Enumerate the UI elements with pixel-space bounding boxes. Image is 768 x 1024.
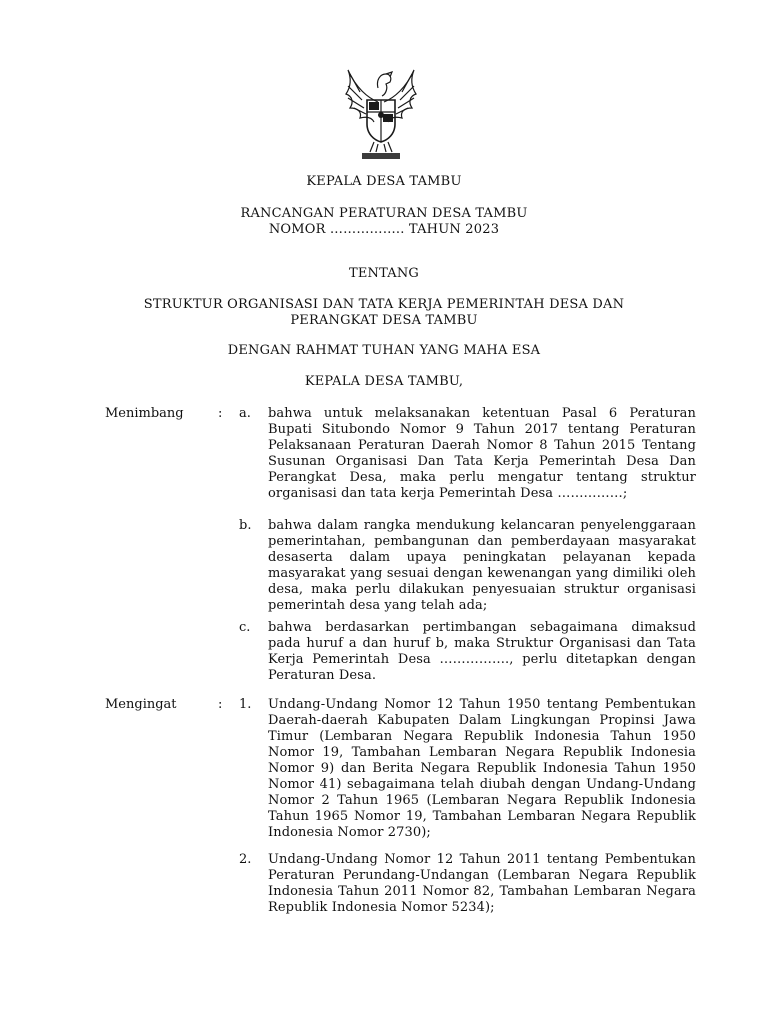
mengingat-colon: : xyxy=(218,697,223,712)
list-item-text: Undang-Undang Nomor 12 Tahun 2011 tentang Pembentukan Peraturan Perundang-Undangan (Lembaran Negara Republik Indonesia Tahun 2011 Nomor 82, Tambahan Lembaran Negara Republik Indonesia Nomor 5234); xyxy=(268,852,696,915)
subject-line-1: STRUKTUR ORGANISASI DAN TATA KERJA PEMERINTAH DESA DAN xyxy=(143,297,625,312)
list-item-marker: b. xyxy=(239,518,252,533)
list-item-marker: 2. xyxy=(239,852,252,867)
issuer-heading: KEPALA DESA TAMBU xyxy=(306,174,462,189)
list-item-text: bahwa untuk melaksanakan ketentuan Pasal 6 Peraturan Bupati Situbondo Nomor 9 Tahun 2017 tentang Peraturan Pelaksanaan Peraturan Daerah Nomor 8 Tahun 2015 Tentang Susunan Organisasi Dan Tata Kerja Pemerintah Desa Dan Perangkat Desa, maka perlu mengatur tentang struktur organisasi dan tata kerja Pemerintah Desa ……………; xyxy=(268,406,696,501)
subject-line-2: PERANGKAT DESA TAMBU xyxy=(290,313,478,328)
document-number: NOMOR …………….. TAHUN 2023 xyxy=(268,222,500,237)
list-item-marker: 1. xyxy=(239,697,252,712)
list-item-text: bahwa dalam rangka mendukung kelancaran penyelenggaraan pemerintahan, pembangunan dan pemberdayaan masyarakat desaserta dalam upaya peningkatan pelayanan kepada masyarakat yang sesuai dengan kewenangan yang dimiliki oleh desa, maka perlu dilakukan penyesuaian struktur organisasi pemerintah desa yang telah ada; xyxy=(268,518,696,613)
menimbang-label: Menimbang xyxy=(105,406,184,421)
list-item-text: Undang-Undang Nomor 12 Tahun 1950 tentang Pembentukan Daerah-daerah Kabupaten Dalam Lingkungan Propinsi Jawa Timur (Lembaran Negara Republik Indonesia Tahun 1950 Nomor 19, Tambahan Lembaran Negara Republik Indonesia Nomor 9) dan Berita Negara Republik Indonesia Tahun 1950 Nomor 41) sebagaimana telah diubah dengan Undang-Undang Nomor 2 Tahun 1965 (Lembaran Negara Republik Indonesia Tahun 1965 Nomor 19, Tambahan Lembaran Negara Republik Indonesia Nomor 2730); xyxy=(268,697,696,840)
list-item-marker: a. xyxy=(239,406,251,421)
document-title: RANCANGAN PERATURAN DESA TAMBU xyxy=(240,206,528,221)
garuda-emblem-icon xyxy=(338,58,424,164)
mengingat-label: Mengingat xyxy=(105,697,177,712)
list-item-marker: c. xyxy=(239,620,251,635)
blessing-heading: DENGAN RAHMAT TUHAN YANG MAHA ESA xyxy=(227,343,541,358)
menimbang-colon: : xyxy=(218,406,223,421)
about-heading: TENTANG xyxy=(348,266,420,281)
signatory-heading: KEPALA DESA TAMBU, xyxy=(304,374,464,389)
list-item-text: bahwa berdasarkan pertimbangan sebagaimana dimaksud pada huruf a dan huruf b, maka Struktur Organisasi dan Tata Kerja Pemerintah Desa ……………., perlu ditetapkan dengan Peraturan Desa. xyxy=(268,620,696,683)
